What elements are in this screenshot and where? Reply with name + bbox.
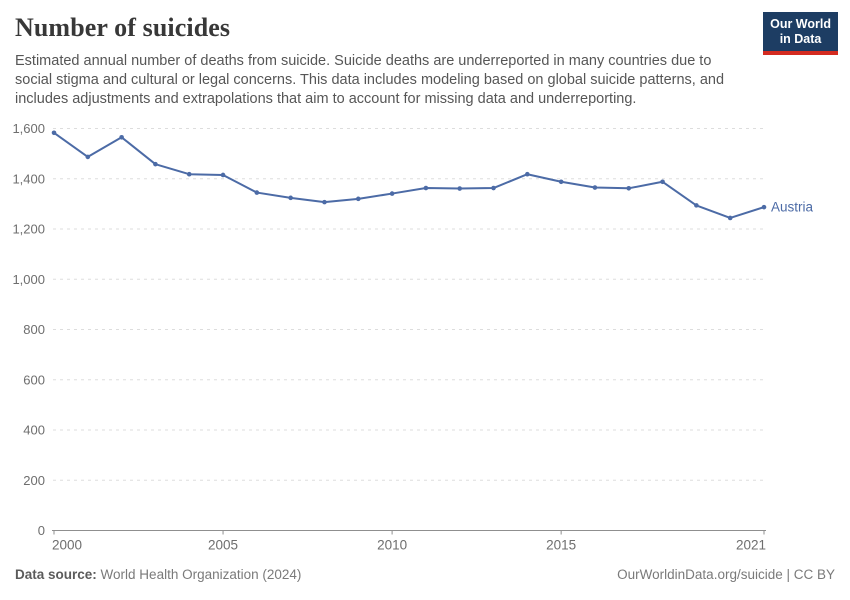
credit-link[interactable]: OurWorldinData.org/suicide | CC BY (617, 567, 835, 582)
y-axis-tick-label: 800 (23, 322, 45, 337)
y-axis-tick-label: 1,000 (12, 271, 45, 287)
data-point[interactable] (119, 135, 124, 140)
data-point[interactable] (86, 155, 91, 160)
y-axis-tick-label: 1,400 (12, 171, 45, 187)
data-point[interactable] (762, 205, 767, 210)
chart-footer (15, 567, 835, 582)
data-source-value: World Health Organization (2024) (100, 567, 302, 582)
data-point[interactable] (221, 173, 226, 178)
series-line[interactable] (54, 133, 764, 218)
x-axis-tick-label: 2000 (52, 537, 83, 553)
owid-logo-line2: in Data (779, 32, 822, 46)
data-point[interactable] (525, 172, 530, 177)
data-point[interactable] (288, 196, 293, 201)
data-point[interactable] (593, 185, 598, 190)
chart-subtitle: Estimated annual number of deaths from suicide. Suicide deaths are underreported in many countries due to social stigma and cultural or legal concerns. This data includes modeling based on global suicide patterns, and includes adjustments and extrapolations that aim to account for missing data and underreporting. (15, 53, 725, 107)
page-title: Number of suicides (15, 13, 231, 42)
data-point[interactable] (728, 216, 733, 221)
y-axis-tick-label: 1,200 (12, 221, 45, 237)
data-source (15, 567, 301, 582)
data-point[interactable] (660, 179, 665, 184)
data-source-label: Data source: (15, 567, 97, 582)
data-point[interactable] (559, 179, 564, 184)
x-axis-tick-label: 2021 (735, 537, 766, 553)
data-point[interactable] (52, 130, 57, 135)
owid-logo-line1: Our World (770, 17, 831, 31)
data-point[interactable] (491, 186, 496, 191)
data-point[interactable] (626, 186, 631, 191)
data-point[interactable] (153, 162, 158, 167)
data-point[interactable] (322, 200, 327, 205)
data-point[interactable] (694, 203, 699, 208)
y-axis-tick-label: 600 (23, 372, 45, 388)
y-axis-tick-label: 400 (23, 422, 45, 438)
x-axis-tick-label: 2005 (208, 537, 239, 553)
data-point[interactable] (356, 197, 361, 202)
data-point[interactable] (457, 186, 462, 191)
y-axis-tick-label: 0 (37, 523, 45, 538)
data-point[interactable] (424, 186, 429, 191)
y-axis-tick-label: 200 (23, 472, 45, 488)
x-axis-tick-label: 2010 (377, 537, 408, 553)
data-point[interactable] (255, 190, 260, 195)
data-point[interactable] (187, 172, 192, 177)
owid-logo[interactable] (763, 12, 838, 55)
data-point[interactable] (390, 191, 395, 196)
y-axis-tick-label: 1,600 (12, 121, 45, 136)
x-axis-tick-label: 2015 (546, 537, 577, 553)
series-end-label[interactable]: Austria (771, 199, 814, 215)
